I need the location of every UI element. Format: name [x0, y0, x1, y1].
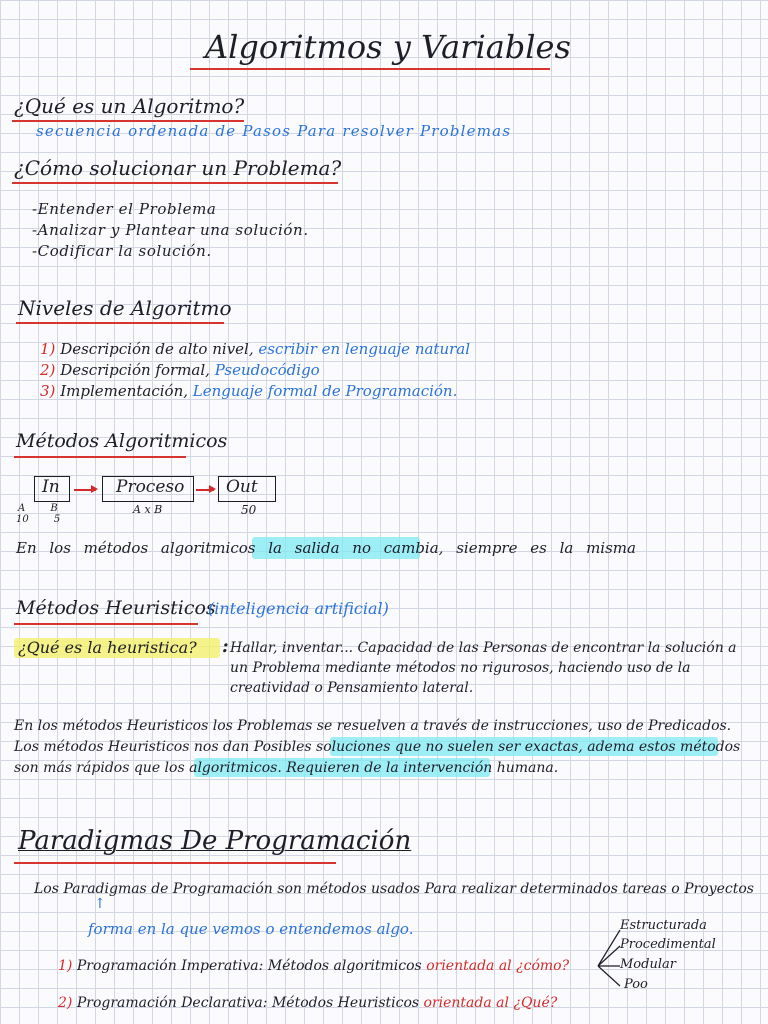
question-solve-underline — [12, 182, 338, 184]
niveles-heading: Niveles de Algoritmo — [18, 296, 232, 320]
niveles-item-1 — [40, 340, 470, 358]
heuristica-question: ¿Qué es la heuristica? — [18, 638, 197, 657]
paradigmas-note: forma en la que vemos o entendemos algo. — [88, 920, 414, 938]
paragraph-highlight-2: son más rápidos que los algoritmicos. — [14, 760, 282, 776]
niveles-item-1-num: 1) — [40, 340, 56, 358]
paradigma-item-1-num: 1) — [58, 958, 73, 974]
branch-modular: Modular — [620, 957, 676, 972]
step-3: -Codificar la solución. — [32, 242, 212, 260]
niveles-item-3 — [40, 382, 457, 400]
question-solve: ¿Cómo solucionar un Problema? — [14, 156, 342, 180]
heuristica-colon: : — [222, 636, 229, 657]
heuristica-paragraph — [14, 716, 744, 779]
paradigmas-heading: Paradigmas De Programación — [18, 826, 412, 856]
niveles-item-2-num: 2) — [40, 361, 56, 379]
in-vals: 10 5 — [16, 514, 61, 525]
proceso-label: Proceso — [116, 477, 185, 497]
niveles-item-3-num: 3) — [40, 382, 56, 400]
paradigma-item-1-text: Programación Imperativa: Métodos algoritmicos — [76, 958, 422, 974]
step-2: -Analizar y Plantear una solución. — [32, 221, 309, 239]
in-to-proceso-arrow — [74, 489, 96, 491]
proceso-to-out-arrow — [196, 489, 214, 491]
branch-estructurada: Estructurada — [620, 918, 707, 933]
paradigma-item-2-orientation: orientada al ¿Qué? — [423, 995, 558, 1011]
niveles-item-3-note: Lenguaje formal de Programación. — [192, 382, 458, 400]
paradigmas-underline — [14, 862, 336, 864]
title-underline — [190, 68, 550, 70]
metodos-heur-underline — [14, 623, 198, 625]
niveles-item-3-text: Implementación, — [60, 382, 189, 400]
step-1: -Entender el Problema — [32, 200, 217, 218]
paragraph-highlight-1: dan Posibles soluciones que no suelen ser exactas, — [222, 739, 583, 755]
paradigma-item-2 — [58, 995, 557, 1011]
sentence-highlight: la salida no cambia, — [268, 539, 444, 557]
sentence-before: En los métodos algoritmicos — [16, 539, 256, 557]
heuristica-definition: Hallar, inventar... Capacidad de las Personas de encontrar la solución a un Problema mediante métodos no rigurosos, haciendo uso de la creatividad o Pensamiento lateral. — [230, 640, 737, 696]
metodos-alg-heading: Métodos Algoritmicos — [16, 430, 228, 452]
page-title: Algoritmos y Variables — [205, 28, 571, 66]
out-value: 50 — [241, 503, 257, 517]
branch-poo: Poo — [624, 977, 648, 992]
niveles-item-2-note: Pseudocódigo — [214, 361, 320, 379]
paradigma-item-1-orientation: orientada al ¿cómo? — [426, 958, 570, 974]
branch-procedimental: Procedimental — [620, 937, 716, 952]
question-algorithm: ¿Qué es un Algoritmo? — [14, 94, 245, 118]
paragraph-part-3: Requieren de la intervención humana. — [286, 760, 559, 776]
sentence-after: siempre es la misma — [456, 539, 636, 557]
paradigmas-intro: Los Paradigmas de Programación son métodos usados Para realizar determinados tareas o Proyectos — [34, 881, 754, 897]
niveles-underline — [16, 322, 224, 324]
metodos-heur-note: (inteligencia artificial) — [208, 599, 389, 618]
in-label: In — [42, 477, 60, 497]
niveles-item-1-text: Descripción de alto nivel, — [60, 340, 254, 358]
out-label: Out — [226, 477, 258, 497]
paradigmas-note-arrow: ↑ — [94, 896, 106, 912]
paradigma-item-1 — [58, 958, 569, 974]
paradigma-item-2-text: Programación Declarativa: Métodos Heuristicos — [76, 995, 420, 1011]
niveles-item-2 — [40, 361, 320, 379]
niveles-item-2-text: Descripción formal, — [60, 361, 210, 379]
metodos-heur-heading: Métodos Heuristicos — [16, 597, 216, 619]
paragraph-part-2: adema estos métodos — [587, 739, 741, 755]
answer-algorithm: secuencia ordenada de Pasos Para resolver Problemas — [36, 122, 512, 140]
metodos-alg-sentence — [16, 539, 636, 557]
metodos-alg-underline — [14, 456, 186, 458]
paradigma-item-2-num: 2) — [58, 995, 73, 1011]
in-vars: A B — [18, 503, 58, 514]
niveles-item-1-note: escribir en lenguaje natural — [258, 340, 471, 358]
proc-formula: A x B — [133, 503, 163, 516]
paragraph-part-1: En los métodos Heuristicos los Problemas se resuelven a través de instrucciones, uso de Predicados. Los métodos Heuristicos nos — [14, 718, 732, 755]
